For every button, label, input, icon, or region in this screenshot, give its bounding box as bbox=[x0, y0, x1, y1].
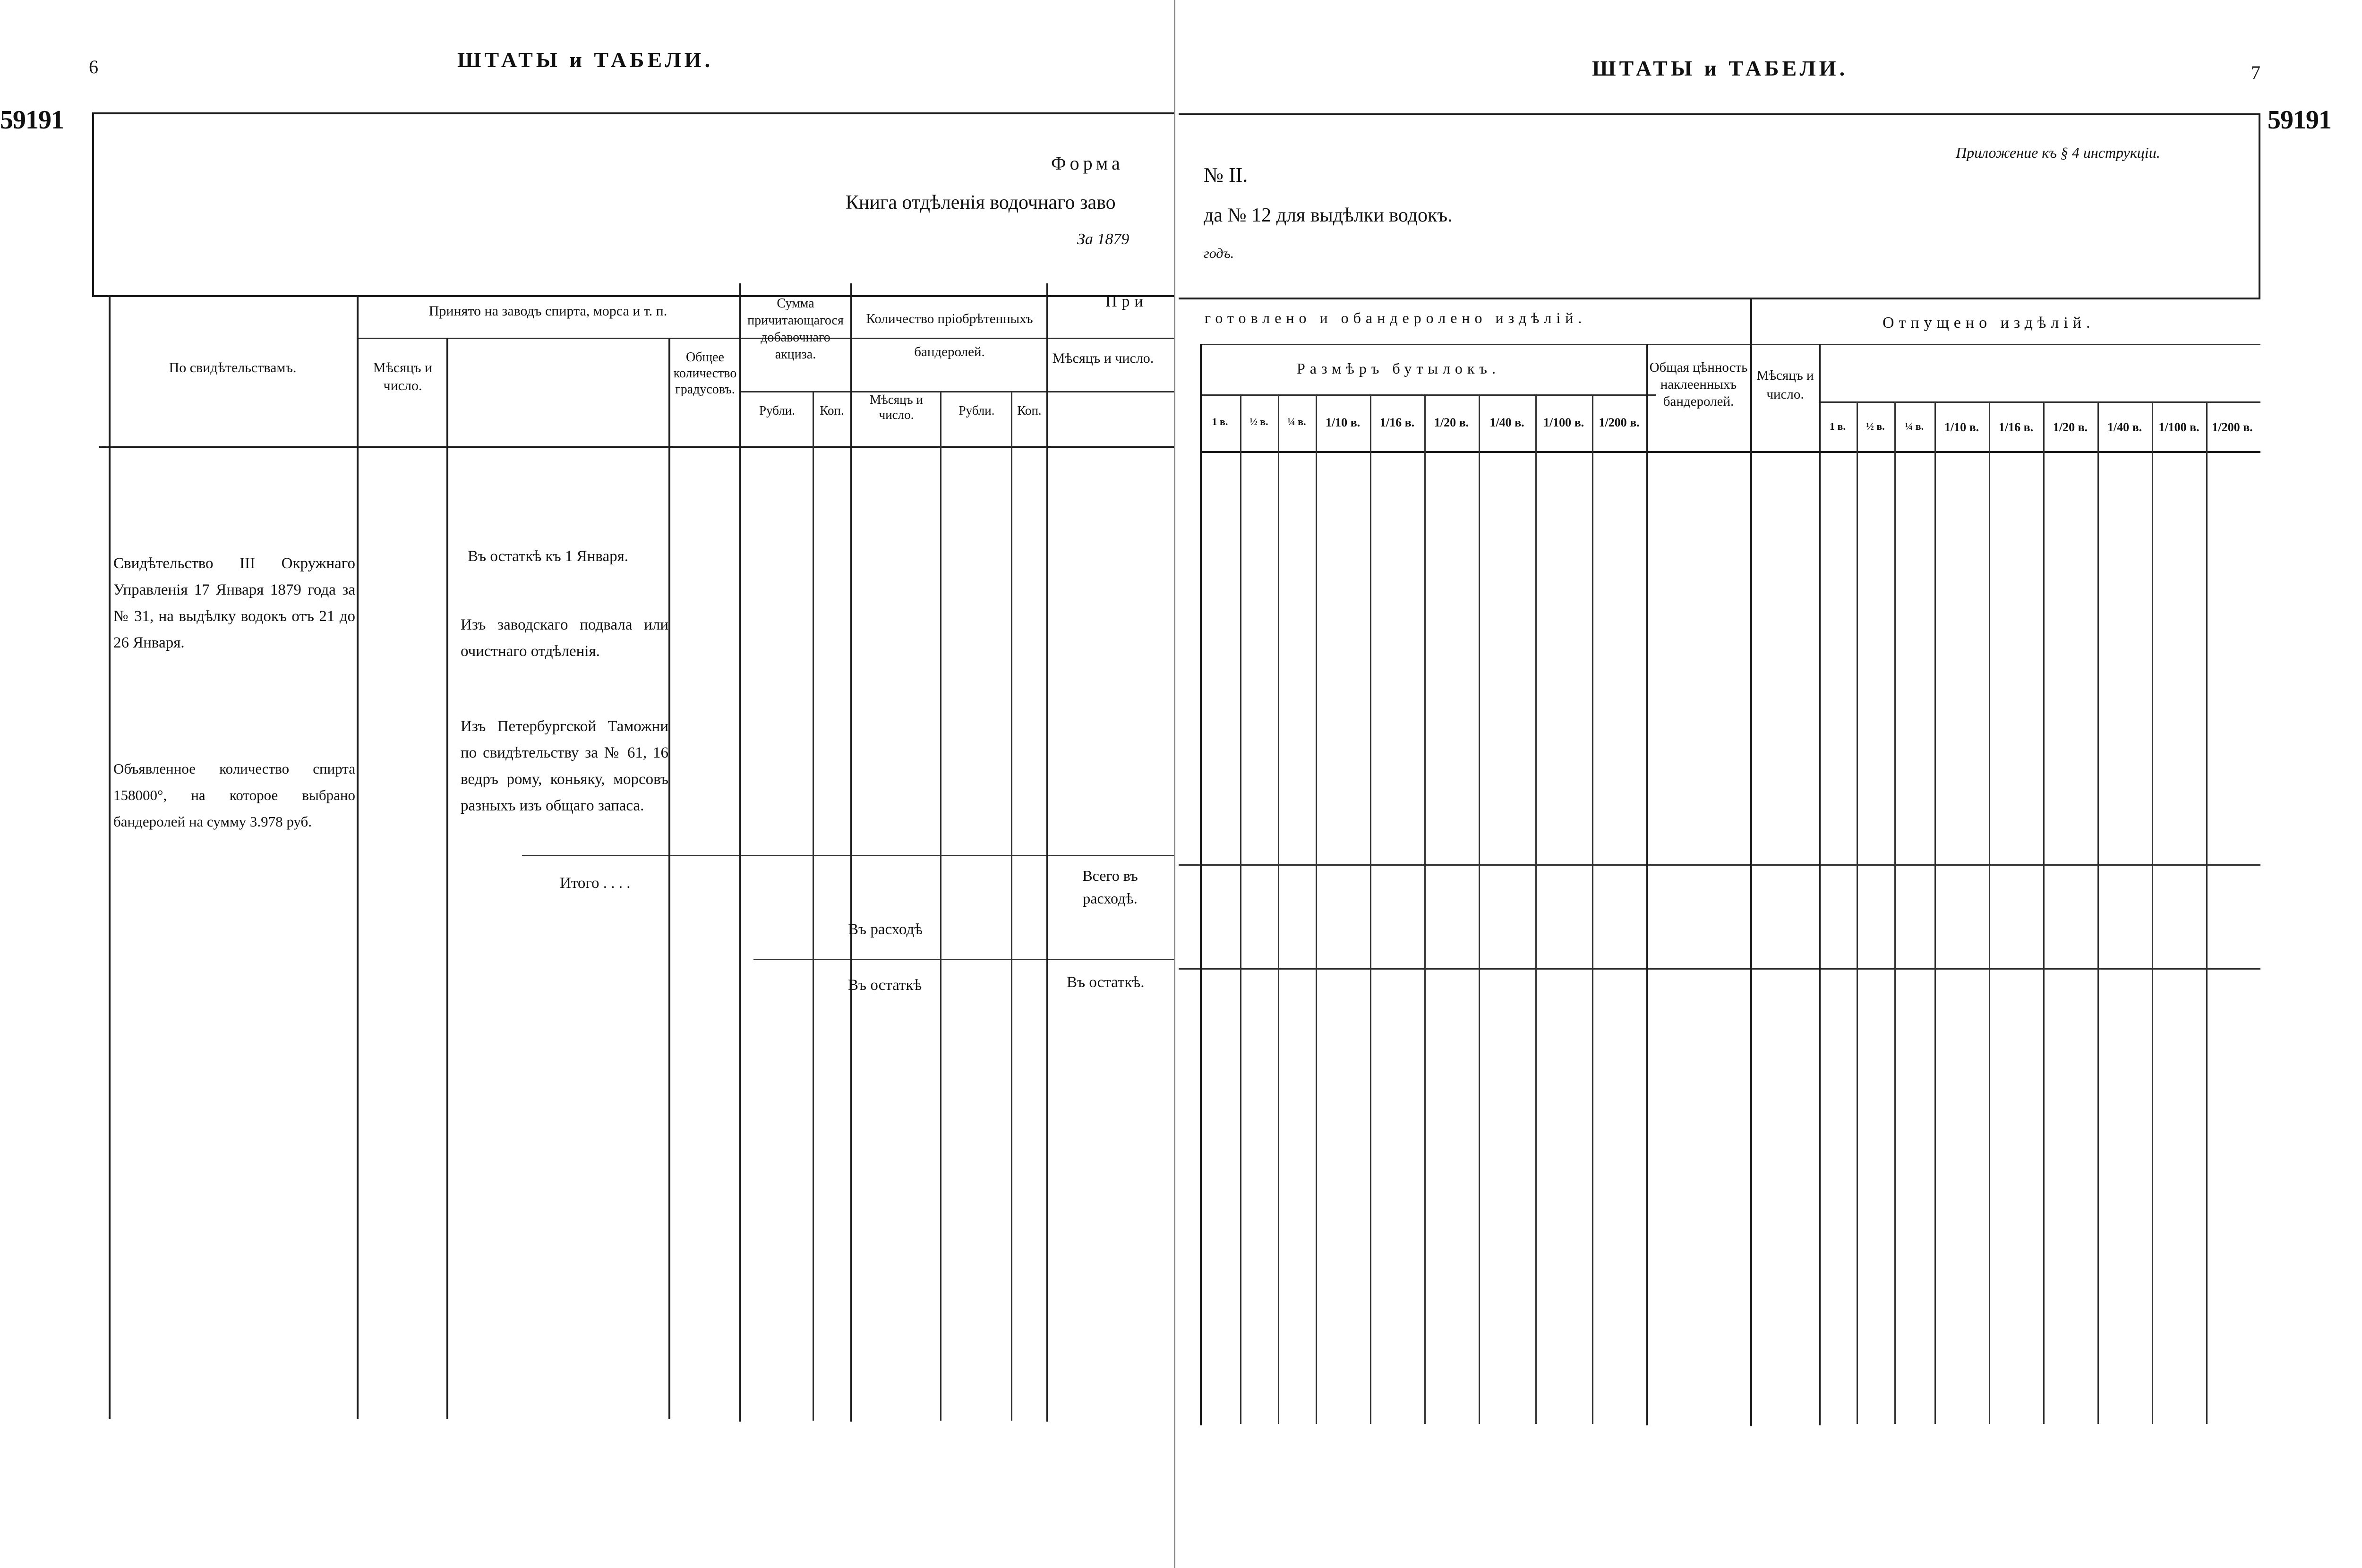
header-bands-count: Количество пріобрѣтенныхъ бандеролей. bbox=[866, 311, 1033, 359]
entry-from-cellar: Изъ заводскаго подвала или очистнаго отдѣленія. bbox=[461, 616, 668, 660]
header-month-day-3: Мѣсяцъ и число. bbox=[1052, 350, 1154, 366]
left-page-number: 6 bbox=[89, 56, 98, 77]
header-bottom-left bbox=[99, 446, 1174, 448]
released-size-4: 1/16 в. bbox=[1998, 420, 2034, 434]
entry-total-in-expense: Всего въ расходѣ. bbox=[1082, 867, 1138, 907]
prepared-size-line-1 bbox=[1278, 394, 1279, 1424]
released-size-8: 1/200 в. bbox=[2212, 420, 2253, 434]
prepared-size-line-0 bbox=[1240, 394, 1241, 1424]
entry-in-remainder: Въ остаткѣ bbox=[848, 977, 922, 994]
frame-left-edge bbox=[92, 112, 94, 297]
prepared-size-6: 1/40 в. bbox=[1489, 416, 1524, 429]
col-line-9 bbox=[1011, 391, 1012, 1421]
released-size-line-3 bbox=[1989, 401, 1990, 1424]
header-kopecks-2: Коп. bbox=[1017, 403, 1042, 418]
entry-declared: Объявленное количество спирта 158000°, на которое выбрано бандеролей на сумму 3.978 руб. bbox=[113, 760, 355, 830]
col-line-5 bbox=[739, 283, 741, 1422]
col-line-r-month-end bbox=[1819, 344, 1821, 1425]
prepared-size-8: 1/200 в. bbox=[1599, 416, 1640, 429]
right-running-head: ШТАТЫ и ТАБЕЛИ. bbox=[1592, 56, 1849, 80]
col-line-7 bbox=[850, 283, 852, 1422]
header-sub-line-2-left bbox=[739, 391, 1174, 392]
form-label: Форма bbox=[1051, 153, 1124, 174]
form-title-left: Книга отдѣленія водочнаго заво bbox=[846, 192, 1116, 213]
released-size-1: ½ в. bbox=[1866, 420, 1885, 432]
released-size-line-0 bbox=[1857, 401, 1858, 1424]
header-bottom-right bbox=[1200, 451, 2260, 453]
prepared-size-2: ¼ в. bbox=[1287, 416, 1306, 427]
prepared-size-line-6 bbox=[1535, 394, 1537, 1424]
prepared-size-line-5 bbox=[1479, 394, 1480, 1424]
form-year-right: годъ. bbox=[1204, 246, 1234, 261]
released-size-line-5 bbox=[2097, 401, 2099, 1424]
frame-top-left bbox=[92, 112, 1174, 114]
header-month-day-2: Мѣсяцъ и число. bbox=[870, 392, 923, 422]
header-rubles-2: Рубли. bbox=[958, 403, 995, 418]
prepared-size-0: 1 в. bbox=[1212, 416, 1228, 427]
released-size-2: ¼ в. bbox=[1905, 420, 1924, 432]
header-excise-sum: Сумма причитающагося добавочнаго акциза. bbox=[747, 296, 844, 362]
header-prepared-left: При bbox=[1105, 293, 1148, 310]
col-line-2 bbox=[357, 295, 359, 1419]
header-sub-line-right bbox=[1202, 344, 2260, 345]
released-size-line-6 bbox=[2152, 401, 2153, 1424]
header-total-value: Общая цѣнность наклеенныхъ бандеролей. bbox=[1649, 360, 1748, 409]
prepared-size-1: ½ в. bbox=[1249, 416, 1268, 427]
prepared-size-3: 1/10 в. bbox=[1325, 416, 1361, 429]
header-total-degrees: Общее количество градусовъ. bbox=[673, 350, 737, 397]
col-line-6 bbox=[813, 391, 814, 1421]
header-rubles-1: Рубли. bbox=[759, 403, 795, 418]
released-size-line-2 bbox=[1934, 401, 1936, 1424]
form-number: № II. bbox=[1204, 163, 1248, 187]
header-top-right bbox=[1179, 298, 2260, 299]
header-accepted: Принято на заводъ спирта, морса и т. п. bbox=[428, 303, 668, 319]
entry-in-expense: Въ расходѣ bbox=[848, 921, 923, 938]
header-sub-line-3-right bbox=[1819, 401, 2260, 403]
right-page-number: 7 bbox=[2251, 62, 2260, 83]
col-line-8 bbox=[940, 391, 941, 1421]
prepared-size-line-2 bbox=[1316, 394, 1317, 1424]
prepared-size-line-3 bbox=[1370, 394, 1371, 1424]
book-gutter bbox=[1174, 0, 1175, 1568]
released-size-7: 1/100 в. bbox=[2158, 420, 2199, 434]
left-running-head: ШТАТЫ и ТАБЕЛИ. bbox=[457, 48, 714, 72]
header-top-left bbox=[92, 295, 1174, 297]
prepared-size-5: 1/20 в. bbox=[1434, 416, 1469, 429]
header-by-certificates: По свидѣтельствамъ. bbox=[169, 360, 297, 375]
entry-in-remainder-right: Въ остаткѣ. bbox=[1067, 974, 1145, 991]
released-size-5: 1/20 в. bbox=[2053, 420, 2088, 434]
stamp-number-left: 59191 bbox=[0, 105, 64, 135]
header-kopecks-1: Коп. bbox=[820, 403, 844, 418]
released-size-line-4 bbox=[2043, 401, 2045, 1424]
appendix-note: Приложение къ § 4 инструкціи. bbox=[1956, 144, 2160, 161]
header-released: Отпущено издѣлій. bbox=[1883, 314, 2095, 332]
entry-certificate: Свидѣтельство III Окружнаго Управленія 17 Января 1879 года за № 31, на выдѣлку водокъ отъ 21 до 26 Января. bbox=[113, 555, 355, 651]
prepared-size-line-4 bbox=[1424, 394, 1426, 1424]
released-size-3: 1/10 в. bbox=[1944, 420, 1979, 434]
form-title-right: да № 12 для выдѣлки водокъ. bbox=[1204, 205, 1453, 226]
header-month-day-1: Мѣсяцъ и число. bbox=[373, 360, 433, 393]
header-bottle-sizes: Размѣръ бутылокъ. bbox=[1297, 360, 1500, 377]
header-month-day-4: Мѣсяцъ и число. bbox=[1756, 368, 1814, 402]
col-line-r-value-left bbox=[1646, 344, 1648, 1425]
col-line-4 bbox=[668, 338, 670, 1419]
frame-right-edge bbox=[2259, 113, 2260, 298]
prepared-size-line-7 bbox=[1592, 394, 1593, 1424]
released-size-line-1 bbox=[1894, 401, 1896, 1424]
released-size-line-7 bbox=[2206, 401, 2208, 1424]
stamp-number-right: 59191 bbox=[2268, 105, 2331, 135]
col-line-3 bbox=[446, 338, 448, 1419]
released-size-6: 1/40 в. bbox=[2107, 420, 2142, 434]
expense-line-left bbox=[753, 959, 1174, 960]
frame-top-right bbox=[1179, 113, 2260, 115]
col-line-r1 bbox=[1200, 344, 1202, 1425]
total-line-left bbox=[522, 855, 1174, 856]
entry-remainder-jan: Въ остаткѣ къ 1 Января. bbox=[468, 548, 629, 565]
col-line-r-prepared-end bbox=[1750, 298, 1752, 1426]
released-size-0: 1 в. bbox=[1830, 420, 1846, 432]
header-sub-line-2-right bbox=[1202, 394, 1656, 396]
col-line-1 bbox=[109, 295, 111, 1419]
col-line-10 bbox=[1046, 283, 1048, 1422]
entry-total: Итого . . . . bbox=[560, 875, 631, 892]
entry-from-customs: Изъ Петербургской Таможни по свидѣтельству за № 61, 16 ведръ рому, коньяку, морсовъ разныхъ изъ общаго запаса. bbox=[461, 718, 668, 814]
form-year-left: За 1879 bbox=[1077, 230, 1130, 248]
prepared-size-7: 1/100 в. bbox=[1543, 416, 1584, 429]
prepared-size-4: 1/16 в. bbox=[1379, 416, 1415, 429]
header-prepared-right: готовлено и обандеролено издѣлій. bbox=[1205, 309, 1587, 326]
